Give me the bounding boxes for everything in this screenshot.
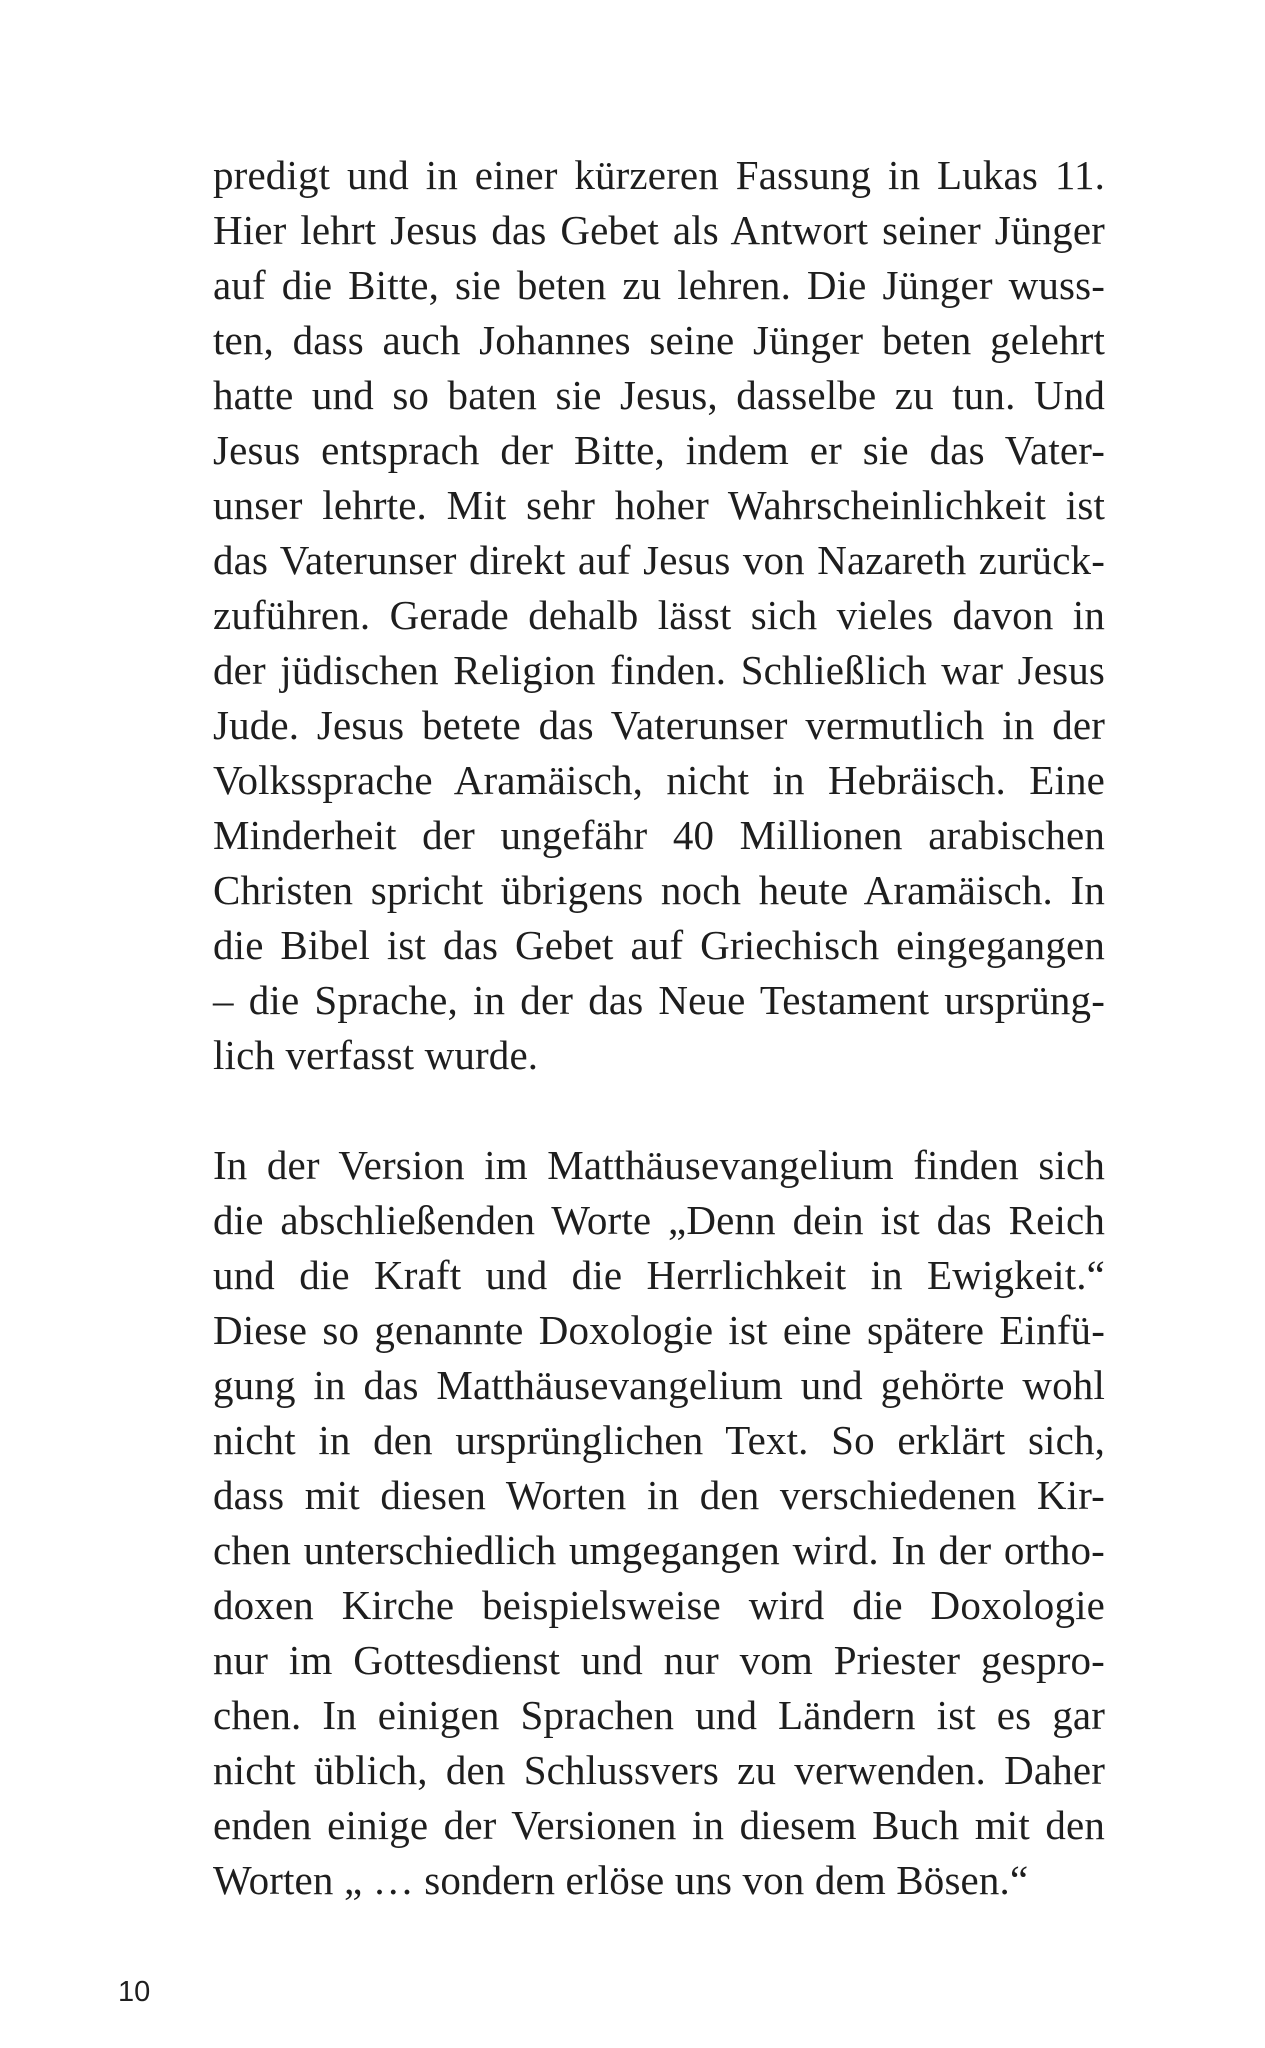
text-line: – die Sprache, in der das Neue Testament ursprüng- bbox=[213, 977, 1105, 1023]
text-line: die Bibel ist das Gebet auf Griechisch eingegangen bbox=[213, 922, 1105, 968]
text-line: Minderheit der ungefähr 40 Millionen arabischen bbox=[213, 812, 1105, 858]
text-line: nur im Gottesdienst und nur vom Priester gespro- bbox=[213, 1637, 1105, 1683]
paragraph-2 bbox=[213, 1138, 1105, 1908]
text-line: lich verfasst wurde. bbox=[213, 1032, 539, 1078]
text-line: predigt und in einer kürzeren Fassung in Lukas 11. bbox=[213, 152, 1105, 198]
text-line: hatte und so baten sie Jesus, dasselbe zu tun. Und bbox=[213, 372, 1105, 418]
text-line: gung in das Matthäusevangelium und gehörte wohl bbox=[213, 1362, 1105, 1408]
text-line: Hier lehrt Jesus das Gebet als Antwort seiner Jünger bbox=[213, 207, 1105, 253]
text-line: ten, dass auch Johannes seine Jünger beten gelehrt bbox=[213, 317, 1105, 363]
text-line: Volkssprache Aramäisch, nicht in Hebräisch. Eine bbox=[213, 757, 1105, 803]
text-line: der jüdischen Religion finden. Schließlich war Jesus bbox=[213, 647, 1105, 693]
text-line: zuführen. Gerade dehalb lässt sich vieles davon in bbox=[213, 592, 1105, 638]
text-line: Jude. Jesus betete das Vaterunser vermutlich in der bbox=[213, 702, 1105, 748]
text-line: enden einige der Versionen in diesem Buch mit den bbox=[213, 1802, 1105, 1848]
text-line: auf die Bitte, sie beten zu lehren. Die Jünger wuss- bbox=[213, 262, 1105, 308]
text-line: Christen spricht übrigens noch heute Aramäisch. In bbox=[213, 867, 1105, 913]
text-line: doxen Kirche beispielsweise wird die Doxologie bbox=[213, 1582, 1105, 1628]
text-line: Worten „ … sondern erlöse uns von dem Bösen.“ bbox=[213, 1857, 1029, 1903]
text-line: Diese so genannte Doxologie ist eine spätere Einfü- bbox=[213, 1307, 1105, 1353]
text-line: nicht üblich, den Schlussvers zu verwenden. Daher bbox=[213, 1747, 1105, 1793]
text-line: In der Version im Matthäusevangelium finden sich bbox=[213, 1142, 1105, 1188]
text-line: nicht in den ursprünglichen Text. So erklärt sich, bbox=[213, 1417, 1105, 1463]
page-number: 10 bbox=[118, 1976, 151, 2008]
text-line: dass mit diesen Worten in den verschiedenen Kir- bbox=[213, 1472, 1105, 1518]
text-line: Jesus entsprach der Bitte, indem er sie das Vater- bbox=[213, 427, 1105, 473]
text-line: chen unterschiedlich umgegangen wird. In der ortho- bbox=[213, 1527, 1105, 1573]
text-line: unser lehrte. Mit sehr hoher Wahrscheinlichkeit ist bbox=[213, 482, 1105, 528]
text-line: das Vaterunser direkt auf Jesus von Nazareth zurück- bbox=[213, 537, 1105, 583]
text-line: die abschließenden Worte „Denn dein ist das Reich bbox=[213, 1197, 1105, 1243]
body-text bbox=[213, 148, 1105, 1908]
paragraph-1 bbox=[213, 148, 1105, 1083]
text-line: chen. In einigen Sprachen und Ländern ist es gar bbox=[213, 1692, 1105, 1738]
paragraph-spacer bbox=[213, 1083, 1105, 1138]
text-line: und die Kraft und die Herrlichkeit in Ewigkeit.“ bbox=[213, 1252, 1105, 1298]
